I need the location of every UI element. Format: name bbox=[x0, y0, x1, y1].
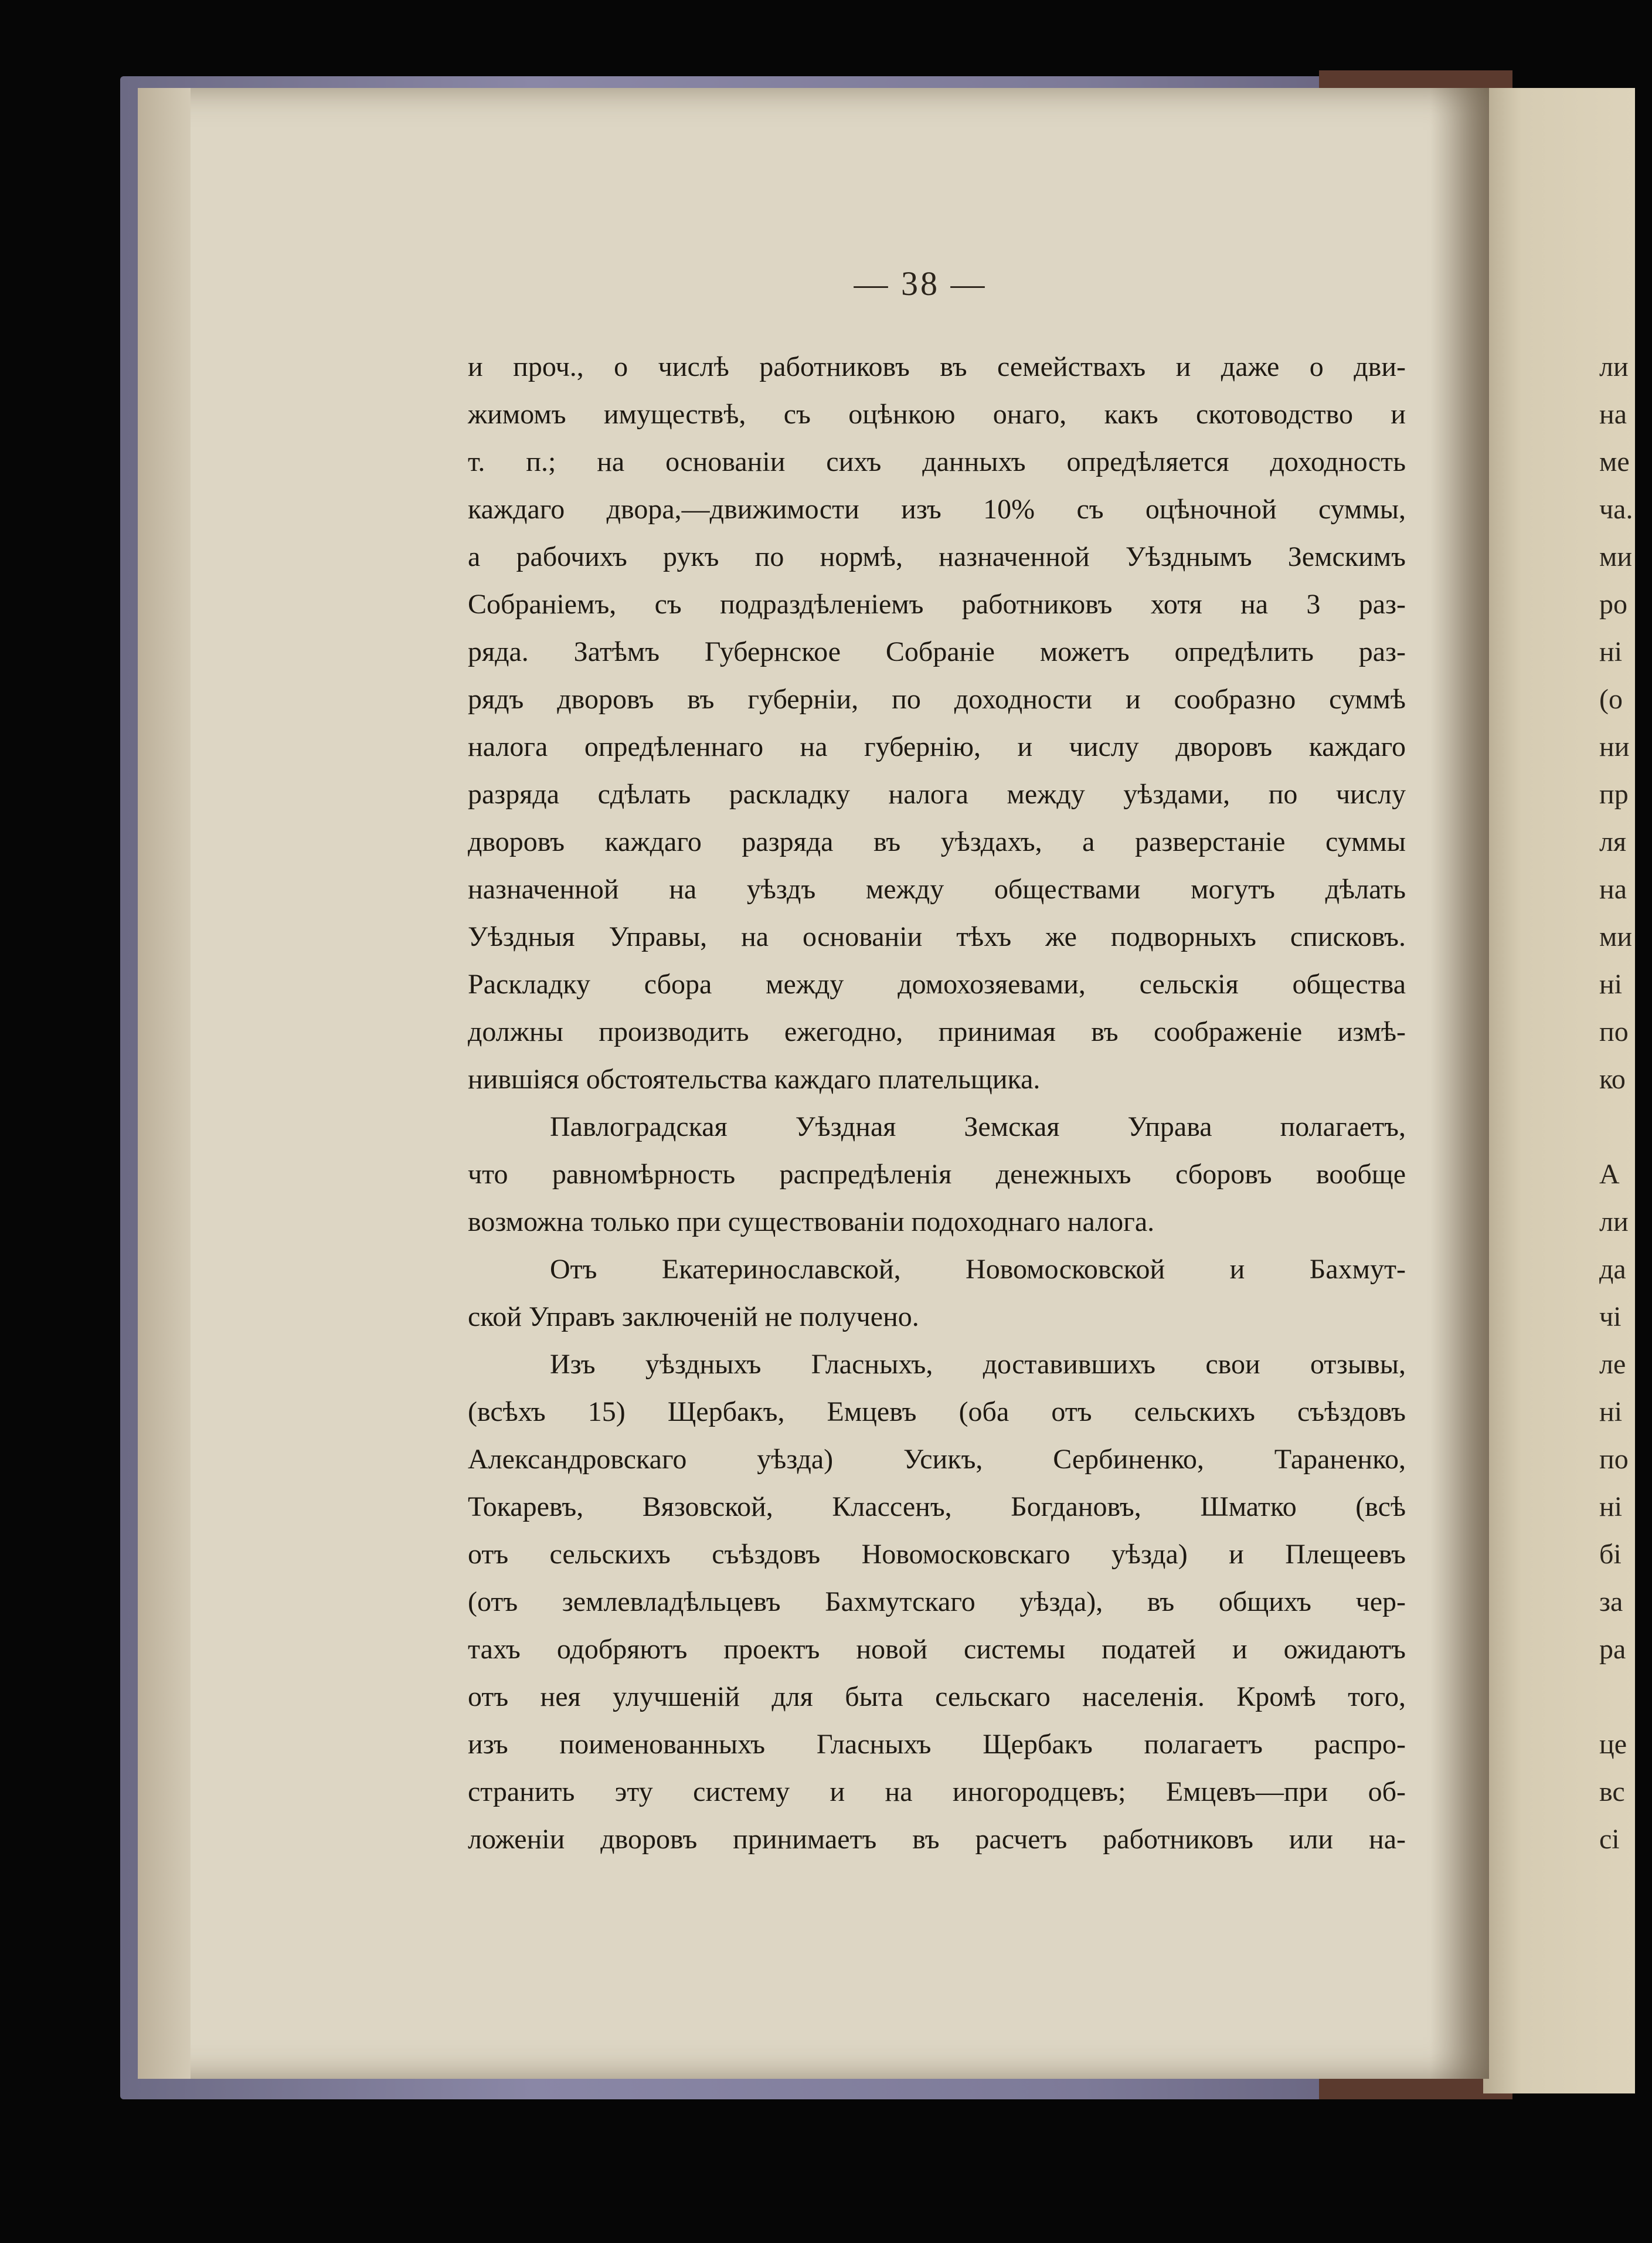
facing-page-fragment: да bbox=[1599, 1254, 1626, 1285]
facing-page-fragment: сі bbox=[1599, 1824, 1620, 1855]
facing-page-fragment: чі bbox=[1599, 1301, 1622, 1332]
facing-page-fragment: по bbox=[1599, 1444, 1629, 1475]
text-line: ской Управъ заключеній не получено. bbox=[468, 1301, 919, 1332]
facing-page-fragment: ли bbox=[1599, 351, 1629, 382]
text-line: странить эту систему и на иногородцевъ; Емцевъ—при об- bbox=[468, 1776, 1406, 1807]
facing-page-fragment: на bbox=[1599, 399, 1627, 430]
facing-page-fragment: ни bbox=[1599, 731, 1630, 762]
facing-page-fragment: ле bbox=[1599, 1349, 1626, 1380]
facing-page-fragment: ра bbox=[1599, 1634, 1626, 1665]
text-line: Уѣздныя Управы, на основаніи тѣхъ же подворныхъ списковъ. bbox=[468, 921, 1406, 952]
facing-page-fragment: це bbox=[1599, 1729, 1627, 1760]
facing-page-fragment: ні bbox=[1599, 1396, 1623, 1427]
text-line: отъ сельскихъ съѣздовъ Новомосковскаго уѣзда) и Плещеевъ bbox=[468, 1539, 1406, 1570]
text-line: тахъ одобряютъ проектъ новой системы податей и ожидаютъ bbox=[468, 1634, 1406, 1665]
text-line: т. п.; на основаніи сихъ данныхъ опредѣляется доходность bbox=[468, 446, 1406, 477]
text-line: (отъ землевладѣльцевъ Бахмутскаго уѣзда), въ общихъ чер- bbox=[468, 1586, 1406, 1617]
facing-page-fragment bbox=[1599, 1673, 1652, 1721]
facing-page-fragment: А bbox=[1599, 1159, 1620, 1190]
facing-page-text bbox=[1599, 343, 1652, 1855]
text-line: налога опредѣленнаго на губернію, и числу дворовъ каждаго bbox=[468, 731, 1406, 762]
page-edge bbox=[138, 88, 191, 2079]
text-line: рядъ дворовъ въ губерніи, по доходности и сообразно суммѣ bbox=[468, 684, 1406, 715]
text-line: нившіяся обстоятельства каждаго плательщика. bbox=[468, 1064, 1041, 1095]
text-line: Павлоградская Уѣздная Земская Управа полагаетъ, bbox=[550, 1111, 1406, 1142]
text-line: изъ поименованныхъ Гласныхъ Щербакъ полагаетъ распро- bbox=[468, 1729, 1406, 1760]
facing-page-fragment: ми bbox=[1599, 541, 1633, 572]
text-line: Изъ уѣздныхъ Гласныхъ, доставившихъ свои отзывы, bbox=[550, 1349, 1406, 1380]
facing-page-fragment bbox=[1599, 1103, 1652, 1151]
text-line: назначенной на уѣздъ между обществами могутъ дѣлать bbox=[468, 874, 1406, 905]
text-line: ложеніи дворовъ принимаетъ въ расчетъ работниковъ или на- bbox=[468, 1824, 1406, 1855]
facing-page-fragment: ме bbox=[1599, 446, 1630, 477]
facing-page-fragment: ні bbox=[1599, 636, 1623, 667]
facing-page-fragment: ча. bbox=[1599, 494, 1633, 525]
text-line: Александровскаго уѣзда) Усикъ, Сербиненко, Тараненко, bbox=[468, 1444, 1406, 1475]
text-line: Отъ Екатеринославской, Новомосковской и Бахмут- bbox=[550, 1254, 1406, 1285]
text-line: дворовъ каждаго разряда въ уѣздахъ, а разверстаніе суммы bbox=[468, 826, 1406, 857]
facing-page-fragment: ли bbox=[1599, 1206, 1629, 1237]
facing-page-fragment: ля bbox=[1599, 826, 1627, 857]
text-line: Раскладку сбора между домохозяевами, сельскія общества bbox=[468, 969, 1406, 1000]
page-number: — 38 — bbox=[854, 264, 987, 303]
text-line: жимомъ имуществѣ, съ оцѣнкою онаго, какъ скотоводство и bbox=[468, 399, 1406, 430]
facing-page-fragment: (о bbox=[1599, 684, 1623, 715]
facing-page-fragment: ро bbox=[1599, 589, 1627, 620]
text-line: каждаго двора,—движимости изъ 10% съ оцѣночной суммы, bbox=[468, 494, 1406, 525]
facing-page-fragment: по bbox=[1599, 1016, 1629, 1047]
facing-page-fragment: на bbox=[1599, 874, 1627, 905]
text-line: отъ нея улучшеній для быта сельскаго населенія. Кромѣ того, bbox=[468, 1681, 1406, 1712]
facing-page-fragment: ко bbox=[1599, 1064, 1626, 1095]
page-body-text bbox=[468, 343, 1406, 1863]
text-line: и проч., о числѣ работниковъ въ семействахъ и даже о дви- bbox=[468, 351, 1406, 382]
text-line: ряда. Затѣмъ Губернское Собраніе можетъ опредѣлить раз- bbox=[468, 636, 1406, 667]
text-line: что равномѣрность распредѣленія денежныхъ сборовъ вообще bbox=[468, 1159, 1406, 1190]
text-line: (всѣхъ 15) Щербакъ, Емцевъ (оба отъ сельскихъ съѣздовъ bbox=[468, 1396, 1406, 1427]
facing-page-fragment: бі bbox=[1599, 1539, 1622, 1570]
text-line: возможна только при существованіи подоходнаго налога. bbox=[468, 1206, 1155, 1237]
text-line: разряда сдѣлать раскладку налога между уѣздами, по числу bbox=[468, 779, 1406, 810]
page-gutter-shadow bbox=[1430, 88, 1489, 2079]
facing-page-fragment: ні bbox=[1599, 969, 1623, 1000]
facing-page-fragment: вс bbox=[1599, 1776, 1625, 1807]
facing-page-fragment: ні bbox=[1599, 1491, 1623, 1522]
facing-page-fragment: за bbox=[1599, 1586, 1623, 1617]
text-line: а рабочихъ рукъ по нормѣ, назначенной Уѣзднымъ Земскимъ bbox=[468, 541, 1406, 572]
text-line: Токаревъ, Вязовской, Классенъ, Богдановъ, Шматко (всѣ bbox=[468, 1491, 1406, 1522]
text-line: Собраніемъ, съ подраздѣленіемъ работниковъ хотя на 3 раз- bbox=[468, 589, 1406, 620]
facing-page-fragment: пр bbox=[1599, 779, 1629, 810]
facing-page-fragment: ми bbox=[1599, 921, 1633, 952]
text-line: должны производить ежегодно, принимая въ соображеніе измѣ- bbox=[468, 1016, 1406, 1047]
